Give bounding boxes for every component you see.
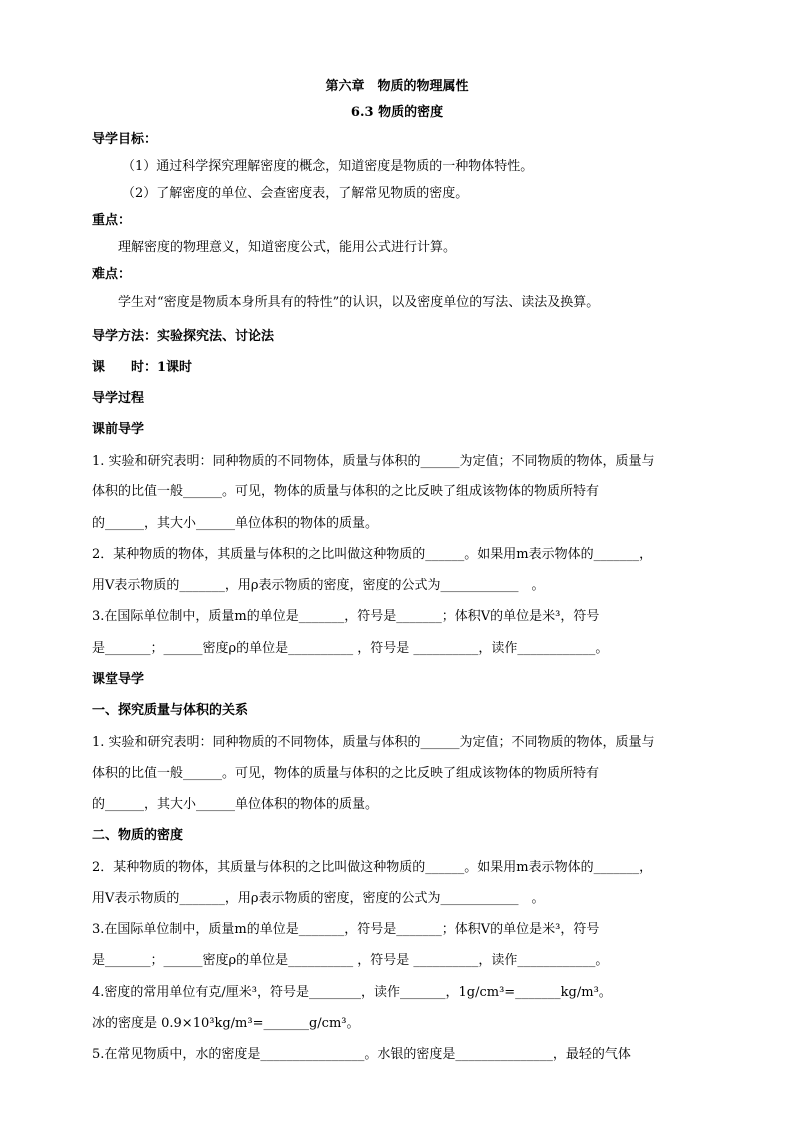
preclass-q2-line2: 用V表示物质的_______，用ρ表示物质的密度，密度的公式为____________ 。 [92, 578, 545, 593]
heading-key-points: 重点： [92, 213, 132, 228]
inclass-q4-line2: 冰的密度是 0.9×10³kg/m³=_______g/cm³。 [92, 1016, 360, 1031]
inclass-q2-line2: 用V表示物质的_______，用ρ表示物质的密度，密度的公式为____________ 。 [92, 891, 545, 906]
heading-process: 导学过程 [92, 391, 145, 406]
heading-section-2: 二、物质的密度 [92, 828, 184, 843]
inclass-q3-line1: 3.在国际单位制中，质量m的单位是_______，符号是_______；体积V的单位是米³，符号 [92, 922, 600, 937]
method-line: 导学方法：实验探究法、讨论法 [92, 329, 275, 344]
heading-objectives: 导学目标： [92, 132, 158, 147]
key-points-text: 理解密度的物理意义，知道密度公式，能用公式进行计算。 [118, 240, 457, 255]
objective-1: （1）通过科学探究理解密度的概念，知道密度是物质的一种物体特性。 [122, 159, 534, 174]
preclass-q1-line3: 的______，其大小______单位体积的物体的质量。 [92, 516, 379, 531]
inclass-q2-line1: 2．某种物质的物体，其质量与体积的之比叫做这种物质的______。如果用m表示物体的_______， [92, 860, 653, 875]
inclass-q1-line1: 1. 实验和研究表明：同种物质的不同物体，质量与体积的______为定值；不同物质的物体，质量与 [92, 735, 655, 750]
heading-preclass: 课前导学 [92, 422, 145, 437]
heading-inclass: 课堂导学 [92, 672, 145, 687]
preclass-q2-line1: 2．某种物质的物体，其质量与体积的之比叫做这种物质的______。如果用m表示物体的_______， [92, 547, 653, 562]
chapter-title: 第六章 物质的物理属性 [325, 79, 469, 94]
inclass-q1-line2: 体积的比值一般______。可见，物体的质量与体积的之比反映了组成该物体的物质所特有 [92, 766, 600, 781]
inclass-q4-line1: 4.密度的常用单位有克/厘米³，符号是________，读作_______，1g/cm³=_______kg/m³。 [92, 985, 612, 1000]
preclass-q1-line2: 体积的比值一般______。可见，物体的质量与体积的之比反映了组成该物体的物质所特有 [92, 484, 600, 499]
heading-section-1: 一、探究质量与体积的关系 [92, 703, 249, 718]
inclass-q1-line3: 的______，其大小______单位体积的物体的质量。 [92, 797, 379, 812]
heading-difficulties: 难点： [92, 267, 132, 282]
inclass-q3-line2: 是_______；______密度ρ的单位是__________ ，符号是 __________，读作____________。 [92, 953, 609, 968]
preclass-q3-line1: 3.在国际单位制中，质量m的单位是_______，符号是_______；体积V的单位是米³，符号 [92, 609, 600, 624]
section-title: 6.3 物质的密度 [350, 105, 444, 120]
preclass-q3-line2: 是_______；______密度ρ的单位是__________ ，符号是 __________，读作____________。 [92, 641, 609, 656]
objective-2: （2）了解密度的单位、会查密度表，了解常见物质的密度。 [122, 186, 469, 201]
inclass-q5-line1: 5.在常见物质中，水的密度是________________。水银的密度是_______________，最轻的气体 [92, 1047, 631, 1062]
preclass-q1-line1: 1. 实验和研究表明：同种物质的不同物体，质量与体积的______为定值；不同物质的物体，质量与 [92, 454, 655, 469]
duration-line: 课 时：1课时 [92, 360, 193, 375]
difficulties-text: 学生对“密度是物质本身所具有的特性”的认识，以及密度单位的写法、读法及换算。 [118, 295, 600, 310]
